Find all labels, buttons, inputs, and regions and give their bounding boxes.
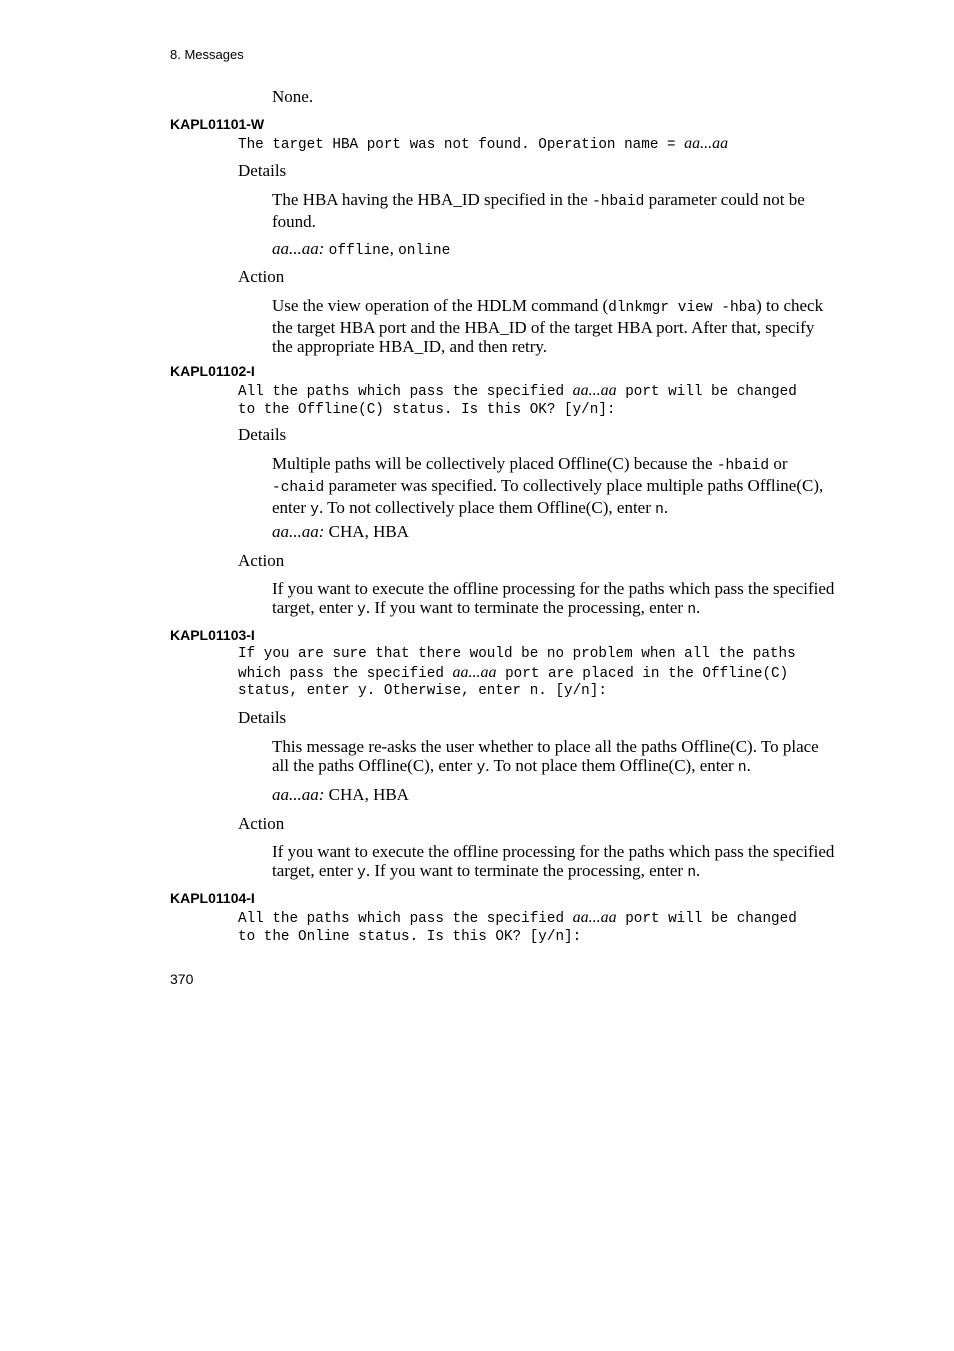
message-text: All the paths which pass the specified aa...aa port will be changed to the Offline(C) status. Is this OK? [y/n]:	[238, 382, 797, 418]
details-heading: Details	[238, 425, 287, 444]
message-id: KAPL01102-I	[170, 363, 255, 379]
message-id: KAPL01101-W	[170, 116, 265, 132]
running-header: 8. Messages	[170, 47, 244, 62]
variable-values: aa...aa: CHA, HBA	[272, 522, 409, 541]
message-text: If you are sure that there would be no problem when all the paths which pass the specified aa...aa port are placed in the Offline(C) status, enter y. Otherwise, enter n. [y/n]:	[238, 646, 796, 699]
action-paragraph: If you want to execute the offline processing for the paths which pass the specified target, enter y. If you want to terminate the processing, enter n.	[272, 579, 835, 618]
message-text: All the paths which pass the specified aa...aa port will be changed to the Online status. Is this OK? [y/n]:	[238, 909, 797, 945]
details-paragraph: Multiple paths will be collectively placed Offline(C) because the -hbaid or -chaid parameter was specified. To collectively place multiple paths Offline(C), enter y. To not collectively place them Offline(C), enter n.	[272, 454, 824, 518]
message-id: KAPL01104-I	[170, 890, 255, 906]
details-paragraph: This message re-asks the user whether to place all the paths Offline(C). To place all the paths Offline(C), enter y. To not place them Offline(C), enter n.	[272, 737, 819, 776]
message-text: The target HBA port was not found. Operation name = aa...aa	[238, 135, 729, 153]
details-heading: Details	[238, 708, 287, 727]
action-paragraph: If you want to execute the offline processing for the paths which pass the specified target, enter y. If you want to terminate the processing, enter n.	[272, 842, 835, 881]
page-number: 370	[170, 971, 194, 987]
details-paragraph: The HBA having the HBA_ID specified in the -hbaid parameter could not be found.	[272, 190, 805, 231]
action-heading: Action	[238, 551, 285, 570]
action-paragraph: Use the view operation of the HDLM command (dlnkmgr view -hba) to check the target HBA port and the HBA_ID of the target HBA port. After that, specify the appropriate HBA_ID, and then retry.	[272, 296, 824, 356]
variable-values: aa...aa: CHA, HBA	[272, 785, 409, 804]
action-heading: Action	[238, 267, 285, 286]
details-heading: Details	[238, 161, 287, 180]
variable-values: aa...aa: offline, online	[272, 239, 451, 259]
action-heading: Action	[238, 814, 285, 833]
previous-action-text: None.	[272, 87, 314, 106]
message-id: KAPL01103-I	[170, 627, 255, 643]
